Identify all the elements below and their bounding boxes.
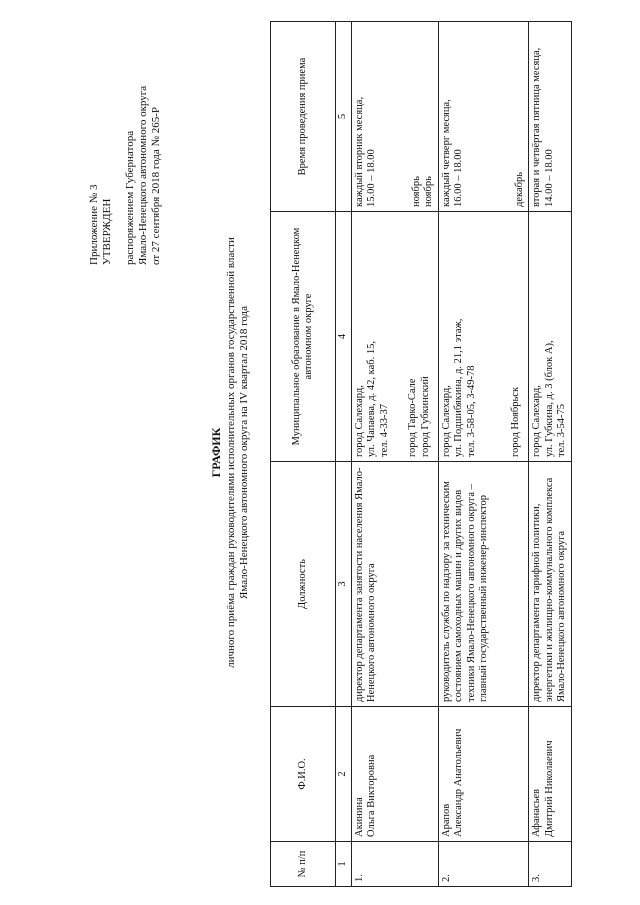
row-municipality: [529, 212, 572, 462]
row-fio: [529, 707, 572, 842]
row-time: [529, 22, 572, 212]
time-line: ноябрь: [423, 176, 434, 207]
column-number-row: [336, 22, 352, 887]
time-line: каждый четверг месяца,: [440, 99, 452, 207]
approval-order: распоряжением Губернатора: [124, 130, 136, 265]
place-line: тел. 4-33-37: [378, 404, 390, 457]
given-names: Дмитрий Николаевич: [543, 740, 555, 837]
row-position: руководитель службы по надзору за техническим состоянием самоходных машин и других видов техники Ямало-Ненецкого автономного округа – главный государственный инженер-инспектор: [438, 462, 529, 707]
document-subtitle-1: личного приёма граждан руководителями исполнительных органов государственной власти: [225, 237, 237, 668]
approved-label: УТВЕРЖДЕН: [101, 198, 113, 265]
column-number: 1: [336, 842, 352, 887]
document-title: ГРАФИК: [209, 427, 223, 478]
row-position: директор департамента занятости населения Ямало-Ненецкого автономного округа: [351, 462, 438, 707]
place-line: город Ноябрьск: [510, 386, 521, 457]
surname: Акинина: [353, 797, 365, 837]
approval-date: от 27 сентября 2018 года № 265-Р: [150, 106, 162, 265]
place-line: ул. Губкина, д. 3 (блок А),: [543, 340, 555, 457]
table-row: [529, 22, 572, 887]
time-line: 15.00 – 18.00: [366, 149, 377, 207]
place-line: ул. Подшибякина, д. 21,1 этаж,: [453, 318, 464, 457]
row-fio: [438, 707, 529, 842]
header-time: Время проведения приема: [271, 22, 336, 212]
place-line: город Губкинский: [419, 376, 431, 457]
approval-stamp: [88, 15, 163, 265]
row-fio: [351, 707, 438, 842]
time-line: ноябрь: [410, 176, 422, 207]
given-names: Ольга Викторовна: [366, 754, 377, 837]
row-number: 3.: [529, 842, 572, 887]
header-fio: Ф.И.О.: [271, 707, 336, 842]
table-header-row: [271, 22, 336, 887]
time-line: вторая и четвёртая пятница месяца,: [531, 47, 542, 207]
time-line: 14.00 – 18.00: [543, 149, 555, 207]
column-number: 5: [336, 22, 352, 212]
table-row: [351, 22, 438, 887]
column-number: 3: [336, 462, 352, 707]
place-line: город Салехард,: [440, 385, 452, 457]
row-municipality: [351, 212, 438, 462]
place-line: тел. 3-54-75: [556, 404, 567, 457]
schedule-table: [270, 21, 572, 887]
column-number: 4: [336, 212, 352, 462]
place-line: город Салехард,: [531, 385, 542, 457]
time-line: декабрь: [513, 172, 525, 207]
row-time: [438, 22, 529, 212]
header-position: Должность: [271, 462, 336, 707]
approval-region: Ямало-Ненецкого автономного округа: [137, 85, 149, 265]
header-number: № п/п: [271, 842, 336, 887]
place-line: ул. Чапаева, д. 42, каб. 15,: [366, 341, 377, 457]
header-municipality: Муниципальное образование в Ямало-Ненецком автономном округе: [271, 212, 336, 462]
row-number: 1.: [351, 842, 438, 887]
document-heading: [210, 150, 251, 755]
place-line: город Салехард,: [353, 385, 365, 457]
row-number: 2.: [438, 842, 529, 887]
column-number: 2: [336, 707, 352, 842]
place-line: город Тарко-Сале: [407, 378, 418, 457]
place-line: тел. 3-58-05, 3-49-78: [465, 365, 477, 457]
given-names: Александр Анатольевич: [453, 728, 464, 837]
row-position: директор департамента тарифной политики, энергетики и жилищно-коммунального комплекса Ямало-Ненецкого автономного округа: [529, 462, 572, 707]
document-subtitle-2: Ямало-Ненецкого автономного округа на IV квартал 2018 года: [238, 305, 250, 600]
row-municipality: [438, 212, 529, 462]
surname: Арапов: [440, 803, 452, 837]
time-line: каждый вторник месяца,: [353, 96, 365, 207]
surname: Афанасьев: [531, 789, 542, 837]
appendix-number: Приложение № 3: [88, 184, 100, 265]
table-row: [438, 22, 529, 887]
time-line: 16.00 – 18.00: [453, 149, 464, 207]
row-time: [351, 22, 438, 212]
